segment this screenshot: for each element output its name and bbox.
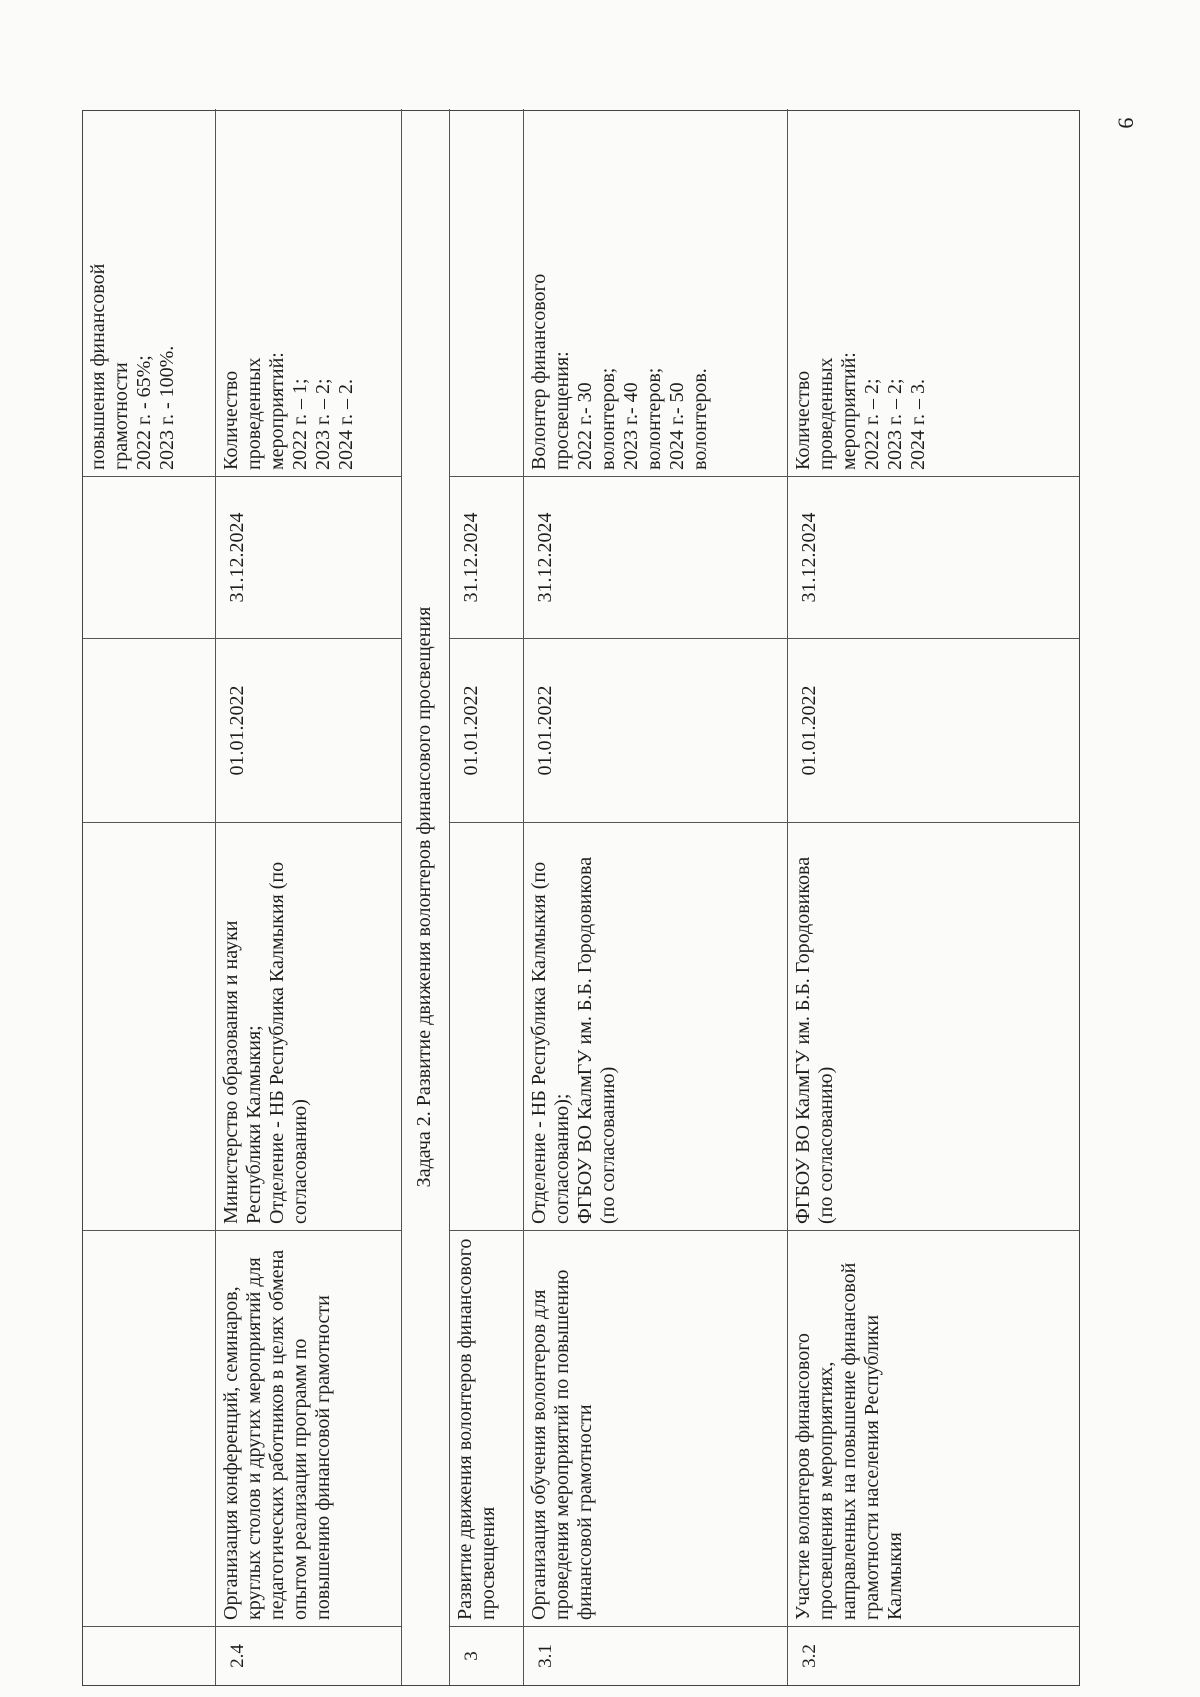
cell-num: 2.4	[227, 1644, 248, 1668]
cell-end: 31.12.2024	[524, 477, 787, 639]
cell-start	[83, 639, 215, 823]
cell-executor	[83, 823, 215, 1231]
table-row-2-4	[215, 109, 401, 1685]
cell-start: 01.01.2022	[216, 639, 401, 823]
table-row-3	[449, 109, 523, 1685]
cell-name: Развитие движения волонтеров финансового просвещения	[450, 1231, 523, 1627]
plan-table	[82, 110, 1080, 1686]
cell-name: Участие волонтеров финансового просвещения в мероприятиях, направленных на повышение финансовой грамотности населения Республики Калмыкия	[788, 1231, 1079, 1627]
cell-name	[83, 1231, 215, 1627]
cell-num: 3.1	[535, 1644, 556, 1668]
document-sheet	[82, 110, 1080, 1686]
cell-num	[83, 1627, 215, 1685]
cell-end: 31.12.2024	[788, 477, 1079, 639]
cell-indicator: повышения финансовой грамотности 2022 г. - 65%; 2023 г. - 100%.	[83, 109, 215, 477]
cell-executor: ФГБОУ ВО КалмГУ им. Б.Б. Городовикова (по согласованию)	[788, 823, 1079, 1231]
cell-executor	[450, 823, 523, 1231]
cell-start: 01.01.2022	[788, 639, 1079, 823]
cell-num: 3.2	[799, 1644, 820, 1668]
cell-indicator	[450, 109, 523, 477]
cell-start: 01.01.2022	[450, 639, 523, 823]
cell-num: 3	[461, 1651, 482, 1661]
table-row-3-2	[787, 109, 1079, 1685]
cell-indicator: Количество проведенных мероприятий: 2022 г. – 1; 2023 г. – 2; 2024 г. – 2.	[216, 109, 401, 477]
table-row-continuation	[83, 109, 215, 1685]
cell-indicator: Волонтер финансового просвещения: 2022 г.- 30 волонтеров; 2023 г.- 40 волонтеров; 2024 г.- 50 волонтеров.	[524, 109, 787, 477]
table-row-3-1	[523, 109, 787, 1685]
cell-end: 31.12.2024	[216, 477, 401, 639]
cell-end: 31.12.2024	[450, 477, 523, 639]
cell-name: Организация конференций, семинаров, круглых столов и других мероприятий для педагогических работников в целях обмена опытом реализации программ по повышению финансовой грамотности	[216, 1231, 401, 1627]
cell-executor: Отделение - НБ Республика Калмыкия (по согласованию); ФГБОУ ВО КалмГУ им. Б.Б. Городовикова (по согласованию)	[524, 823, 787, 1231]
cell-start: 01.01.2022	[524, 639, 787, 823]
table-row-task-2	[401, 109, 449, 1685]
cell-name: Организация обучения волонтеров для проведения мероприятий по повышению финансовой грамотности	[524, 1231, 787, 1627]
task-2-title: Задача 2. Развитие движения волонтеров финансового просвещения	[413, 606, 435, 1188]
cell-end	[83, 477, 215, 639]
page-number: 9	[1113, 117, 1139, 129]
cell-indicator: Количество проведенных мероприятий: 2022 г. – 2; 2023 г. – 2; 2024 г. – 3.	[788, 109, 1079, 477]
cell-executor: Министерство образования и науки Республики Калмыкия; Отделение - НБ Республика Калмыкия (по согласованию)	[216, 823, 401, 1231]
